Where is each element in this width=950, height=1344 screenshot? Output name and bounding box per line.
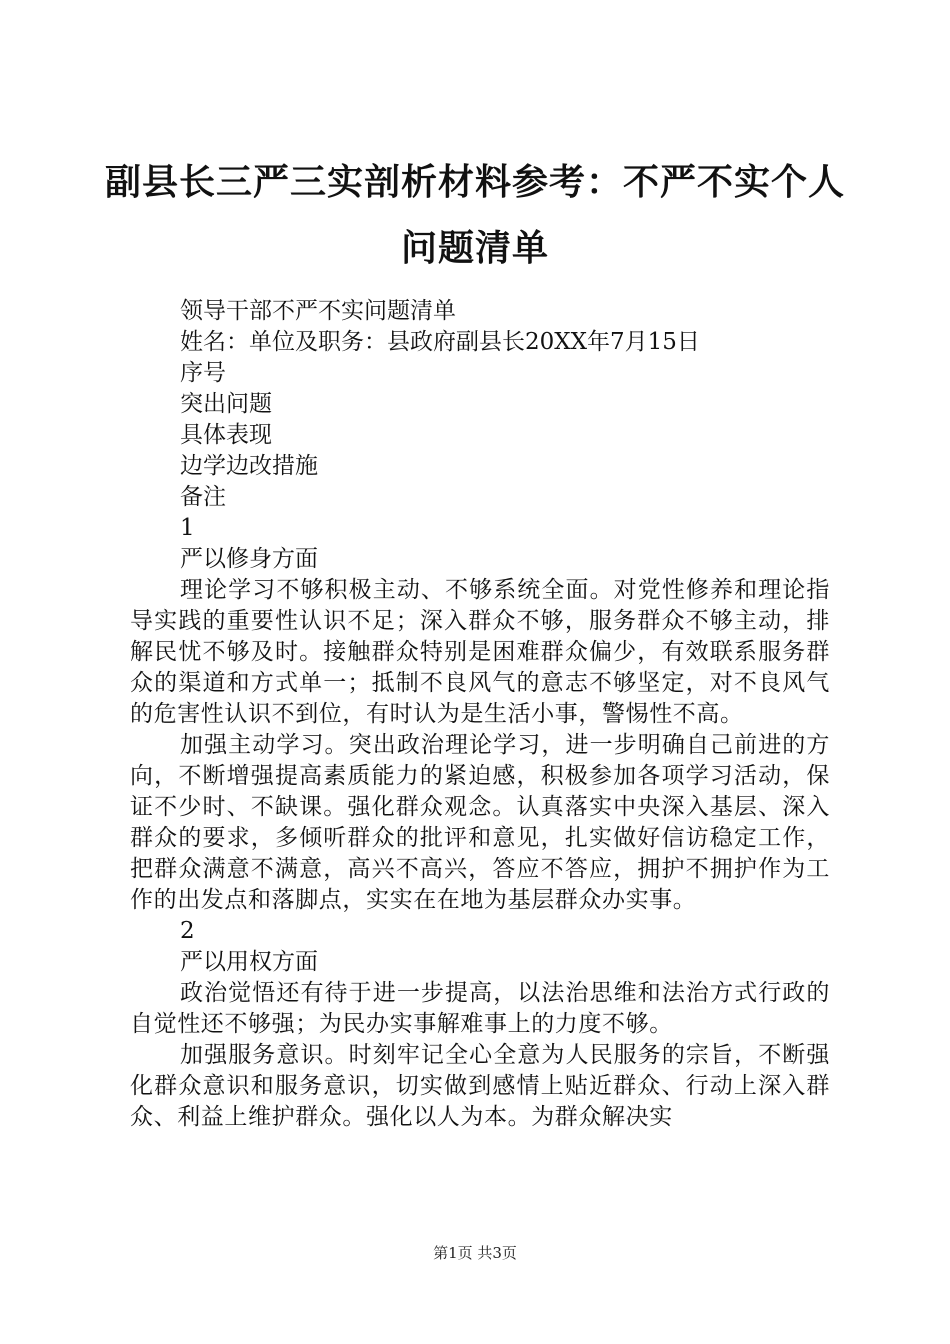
header-remarks: 备注 [180, 484, 226, 510]
page-footer: 第1页 共3页 [433, 1244, 517, 1262]
item-1-category: 严以修身方面 [180, 546, 318, 572]
item-2-measures-paragraph: 加强服务意识。时刻牢记全心全意为人民服务的宗旨，不断强化群众意识和服务意识，切实做到感情上贴近群众、行动上深入群众、利益上维护群众。强化以人为本。为群众解决实 [130, 1042, 830, 1130]
header-prominent-problem: 突出问题 [180, 391, 272, 417]
document-title: 副县长三严三实剖析材料参考：不严不实个人问题清单 [104, 162, 845, 269]
header-specific-performance: 具体表现 [180, 422, 272, 448]
item-2-category: 严以用权方面 [180, 949, 318, 975]
list-title-line: 领导干部不严不实问题清单 [180, 298, 456, 324]
name-position-line: 姓名：单位及职务：县政府副县长20XX年7月15日 [180, 329, 700, 355]
item-number-2: 2 [180, 918, 195, 944]
document-body [130, 296, 830, 1133]
header-rectification-measures: 边学边改措施 [180, 453, 318, 479]
header-serial-number: 序号 [180, 360, 226, 386]
item-2-performance-paragraph: 政治觉悟还有待于进一步提高，以法治思维和法治方式行政的自觉性还不够强；为民办实事解难事上的力度不够。 [130, 980, 830, 1037]
item-1-measures-paragraph: 加强主动学习。突出政治理论学习，进一步明确自己前进的方向，不断增强提高素质能力的紧迫感，积极参加各项学习活动，保证不少时、不缺课。强化群众观念。认真落实中央深入基层、深入群众的要求，多倾听群众的批评和意见，扎实做好信访稳定工作，把群众满意不满意，高兴不高兴，答应不答应，拥护不拥护作为工作的出发点和落脚点，实实在在地为基层群众办实事。 [130, 732, 830, 913]
item-number-1: 1 [180, 515, 195, 541]
item-1-performance-paragraph: 理论学习不够积极主动、不够系统全面。对党性修养和理论指导实践的重要性认识不足；深入群众不够，服务群众不够主动，排解民忧不够及时。接触群众特别是困难群众偏少，有效联系服务群众的渠道和方式单一；抵制不良风气的意志不够坚定，对不良风气的危害性认识不到位，有时认为是生活小事，警惕性不高。 [130, 577, 830, 727]
